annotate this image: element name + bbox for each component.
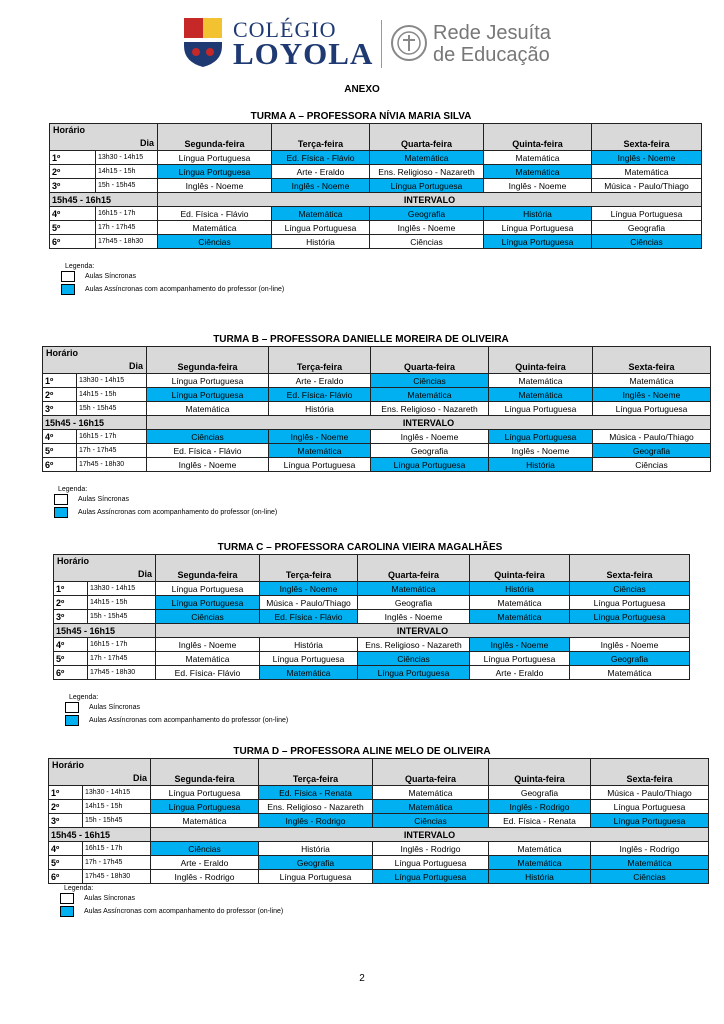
period-number: 5º xyxy=(50,221,96,235)
sync-class-cell: Arte - Eraldo xyxy=(151,856,259,870)
legend-sync-row xyxy=(53,701,667,714)
dia-label: Dia xyxy=(139,138,154,148)
sync-class-cell: Arte - Eraldo xyxy=(269,374,371,388)
sync-class-cell: Arte - Eraldo xyxy=(470,666,570,680)
schedule-row xyxy=(50,151,702,165)
period-number: 3º xyxy=(50,179,96,193)
sync-class-cell: Língua Portuguesa xyxy=(373,856,489,870)
period-time: 13h30 - 14h15 xyxy=(77,374,147,388)
sync-class-cell: Língua Portuguesa xyxy=(593,402,711,416)
day-header: Quarta-feira xyxy=(373,759,489,786)
schedule-row xyxy=(50,179,702,193)
sync-class-cell: Língua Portuguesa xyxy=(259,870,373,884)
sync-class-cell: Matemática xyxy=(593,374,711,388)
schedule-row xyxy=(50,221,702,235)
horario-label: Horário xyxy=(46,348,79,358)
async-class-cell: Língua Portuguesa xyxy=(370,179,484,193)
day-header: Segunda-feira xyxy=(151,759,259,786)
schedule-row xyxy=(43,402,711,416)
legend-sync-swatch xyxy=(65,702,79,713)
day-header: Segunda-feira xyxy=(158,124,272,151)
period-time: 14h15 - 15h xyxy=(96,165,158,179)
async-class-cell: Matemática xyxy=(260,666,358,680)
period-number: 1º xyxy=(50,151,96,165)
legend-sync-text: Aulas Síncronas xyxy=(85,273,136,280)
sync-class-cell: Arte - Eraldo xyxy=(272,165,370,179)
period-time: 15h - 15h45 xyxy=(88,610,156,624)
sync-class-cell: Geografia xyxy=(371,444,489,458)
schedule-row xyxy=(54,638,690,652)
turma-block xyxy=(42,334,694,519)
sync-class-cell: Ed. Física - Flávio xyxy=(158,207,272,221)
period-time: 15h - 15h45 xyxy=(96,179,158,193)
sync-class-cell: Língua Portuguesa xyxy=(158,151,272,165)
sync-class-cell: Ens. Religioso - Nazareth xyxy=(370,165,484,179)
async-class-cell: História xyxy=(489,870,591,884)
sync-class-cell: Língua Portuguesa xyxy=(260,652,358,666)
async-class-cell: Ciências xyxy=(373,814,489,828)
async-class-cell: Inglês - Noeme xyxy=(269,430,371,444)
sync-class-cell: Música - Paulo/Thiago xyxy=(593,430,711,444)
schedule-row xyxy=(43,430,711,444)
sync-class-cell: Língua Portuguesa xyxy=(147,374,269,388)
horario-label: Horário xyxy=(53,125,86,135)
async-class-cell: Inglês - Noeme xyxy=(592,151,702,165)
turma-block xyxy=(48,746,692,918)
async-class-cell: Ciências xyxy=(158,235,272,249)
period-time: 13h30 - 14h15 xyxy=(88,582,156,596)
async-class-cell: Língua Portuguesa xyxy=(484,235,592,249)
legend-sync-row xyxy=(42,493,680,506)
day-header: Sexta-feira xyxy=(591,759,709,786)
header-row xyxy=(43,347,711,374)
rede-jesuita-seal-icon xyxy=(389,23,429,63)
async-class-cell: Língua Portuguesa xyxy=(156,596,260,610)
schedule-row xyxy=(54,610,690,624)
period-number: 1º xyxy=(49,786,83,800)
async-class-cell: Inglês - Rodrigo xyxy=(489,800,591,814)
break-time: 15h45 - 16h15 xyxy=(49,828,151,842)
sync-class-cell: Língua Portuguesa xyxy=(591,800,709,814)
period-number: 2º xyxy=(54,596,88,610)
legend-async-text: Aulas Assíncronas com acompanhamento do professor (on-line) xyxy=(85,286,285,293)
period-time: 15h - 15h45 xyxy=(77,402,147,416)
period-time: 17h - 17h45 xyxy=(77,444,147,458)
sync-class-cell: Inglês - Noeme xyxy=(484,179,592,193)
sync-class-cell: Inglês - Rodrigo xyxy=(373,842,489,856)
break-time: 15h45 - 16h15 xyxy=(54,624,156,638)
page-header xyxy=(0,0,724,80)
schedule-row xyxy=(43,388,711,402)
period-number: 5º xyxy=(54,652,88,666)
schedule-row xyxy=(43,374,711,388)
period-number: 6º xyxy=(54,666,88,680)
async-class-cell: Matemática xyxy=(591,856,709,870)
legend-title: Legenda: xyxy=(65,263,95,270)
horario-label: Horário xyxy=(52,760,85,770)
sync-class-cell: Ed. Física- Flávio xyxy=(156,666,260,680)
period-time: 17h - 17h45 xyxy=(83,856,151,870)
period-number: 3º xyxy=(43,402,77,416)
async-class-cell: Geografia xyxy=(570,652,690,666)
sync-class-cell: Língua Portuguesa xyxy=(269,458,371,472)
legend-async-text: Aulas Assíncronas com acompanhamento do professor (on-line) xyxy=(89,717,289,724)
sync-class-cell: Matemática xyxy=(592,165,702,179)
interval-row xyxy=(49,828,709,842)
sync-class-cell: Inglês - Noeme xyxy=(156,638,260,652)
period-number: 6º xyxy=(49,870,83,884)
schedule-row xyxy=(49,856,709,870)
dia-label: Dia xyxy=(128,361,143,371)
sync-class-cell: Geografia xyxy=(592,221,702,235)
sync-class-cell: Matemática xyxy=(489,842,591,856)
day-header: Quarta-feira xyxy=(370,124,484,151)
day-header: Quinta-feira xyxy=(470,555,570,582)
async-class-cell: Língua Portuguesa xyxy=(158,165,272,179)
sync-class-cell: Inglês - Noeme xyxy=(570,638,690,652)
sync-class-cell: Música - Paulo/Thiago xyxy=(592,179,702,193)
sync-class-cell: Inglês - Noeme xyxy=(358,610,470,624)
async-class-cell: Ciências xyxy=(592,235,702,249)
interval-label: INTERVALO xyxy=(151,828,709,842)
legend xyxy=(48,885,676,918)
period-time: 16h15 - 17h xyxy=(83,842,151,856)
sync-class-cell: Matemática xyxy=(489,374,593,388)
turma-title: TURMA A – PROFESSORA NÍVIA MARIA SILVA xyxy=(250,111,472,122)
period-time: 13h30 - 14h15 xyxy=(96,151,158,165)
async-class-cell: Língua Portuguesa xyxy=(489,430,593,444)
period-number: 4º xyxy=(54,638,88,652)
async-class-cell: Inglês - Noeme xyxy=(260,582,358,596)
sync-class-cell: Matemática xyxy=(570,666,690,680)
period-number: 4º xyxy=(49,842,83,856)
period-number: 3º xyxy=(54,610,88,624)
period-number: 1º xyxy=(54,582,88,596)
horario-dia-header xyxy=(49,759,151,786)
legend-async-text: Aulas Assíncronas com acompanhamento do professor (on-line) xyxy=(84,908,284,915)
period-time: 14h15 - 15h xyxy=(88,596,156,610)
legend-async-swatch xyxy=(54,507,68,518)
dia-label: Dia xyxy=(132,773,147,783)
period-time: 17h45 - 18h30 xyxy=(83,870,151,884)
day-header: Sexta-feira xyxy=(570,555,690,582)
horario-label: Horário xyxy=(57,556,90,566)
schedule-row xyxy=(43,444,711,458)
legend-async-swatch xyxy=(60,906,74,917)
period-time: 14h15 - 15h xyxy=(77,388,147,402)
day-header: Quinta-feira xyxy=(489,347,593,374)
schedule-row xyxy=(54,582,690,596)
schedule-row xyxy=(50,207,702,221)
async-class-cell: Ed. Física - Flávio xyxy=(272,151,370,165)
sync-class-cell: Inglês - Noeme xyxy=(370,221,484,235)
legend-async-row xyxy=(48,905,676,918)
async-class-cell: Matemática xyxy=(484,165,592,179)
turma-title: TURMA B – PROFESSORA DANIELLE MOREIRA DE OLIVEIRA xyxy=(213,334,509,345)
legend-sync-row xyxy=(49,270,673,283)
sync-class-cell: Língua Portuguesa xyxy=(570,596,690,610)
day-header: Quinta-feira xyxy=(489,759,591,786)
schedule-row xyxy=(54,666,690,680)
legend xyxy=(49,263,673,296)
period-time: 17h45 - 18h30 xyxy=(96,235,158,249)
async-class-cell: Língua Portuguesa xyxy=(371,458,489,472)
sync-class-cell: Inglês - Rodrigo xyxy=(591,842,709,856)
async-class-cell: Língua Portuguesa xyxy=(570,610,690,624)
legend-title: Legenda: xyxy=(64,885,94,892)
async-class-cell: Matemática xyxy=(489,856,591,870)
schedule-row xyxy=(49,800,709,814)
schedule-row xyxy=(50,165,702,179)
period-number: 2º xyxy=(43,388,77,402)
dia-label: Dia xyxy=(137,569,152,579)
legend-sync-swatch xyxy=(54,494,68,505)
sync-class-cell: Inglês - Noeme xyxy=(147,458,269,472)
async-class-cell: Ciências xyxy=(156,610,260,624)
schedule-row xyxy=(54,596,690,610)
legend-sync-row xyxy=(48,892,676,905)
legend-async-row xyxy=(42,506,680,519)
legend-async-row xyxy=(53,714,667,727)
async-class-cell: Língua Portuguesa xyxy=(373,870,489,884)
sync-class-cell: Ens. Religioso - Nazareth xyxy=(358,638,470,652)
async-class-cell: Matemática xyxy=(358,582,470,596)
colegio-shield-logo xyxy=(182,16,224,68)
sync-class-cell: Língua Portuguesa xyxy=(470,652,570,666)
day-header: Terça-feira xyxy=(269,347,371,374)
page-number: 2 xyxy=(359,973,365,984)
network-name-line2: de Educação xyxy=(433,44,550,66)
brand-top: COLÉGIO xyxy=(233,17,337,42)
day-header: Quinta-feira xyxy=(484,124,592,151)
async-class-cell: História xyxy=(489,458,593,472)
schedule-row xyxy=(50,235,702,249)
period-number: 6º xyxy=(43,458,77,472)
schedule-row xyxy=(49,842,709,856)
schedule-row xyxy=(49,870,709,884)
legend-async-row xyxy=(49,283,673,296)
sync-class-cell: Geografia xyxy=(358,596,470,610)
sync-class-cell: Ciências xyxy=(593,458,711,472)
period-time: 17h45 - 18h30 xyxy=(77,458,147,472)
sync-class-cell: Inglês - Noeme xyxy=(158,179,272,193)
day-header: Terça-feira xyxy=(260,555,358,582)
legend-async-swatch xyxy=(61,284,75,295)
async-class-cell: Geografia xyxy=(259,856,373,870)
async-class-cell: Ciências xyxy=(371,374,489,388)
async-class-cell: Ciências xyxy=(358,652,470,666)
period-time: 13h30 - 14h15 xyxy=(83,786,151,800)
interval-label: INTERVALO xyxy=(156,624,690,638)
period-number: 4º xyxy=(43,430,77,444)
interval-label: INTERVALO xyxy=(147,416,711,430)
sync-class-cell: Geografia xyxy=(489,786,591,800)
sync-class-cell: História xyxy=(260,638,358,652)
header-row xyxy=(50,124,702,151)
day-header: Quarta-feira xyxy=(358,555,470,582)
async-class-cell: Matemática xyxy=(269,444,371,458)
async-class-cell: Inglês - Rodrigo xyxy=(259,814,373,828)
sync-class-cell: Ciências xyxy=(370,235,484,249)
day-header: Sexta-feira xyxy=(592,124,702,151)
async-class-cell: Matemática xyxy=(371,388,489,402)
brand-bottom: LOYOLA xyxy=(233,36,374,71)
async-class-cell: Ciências xyxy=(570,582,690,596)
day-header: Quarta-feira xyxy=(371,347,489,374)
horario-dia-header xyxy=(50,124,158,151)
day-header: Terça-feira xyxy=(272,124,370,151)
async-class-cell: Língua Portuguesa xyxy=(591,814,709,828)
async-class-cell: Matemática xyxy=(470,610,570,624)
annex-title: ANEXO xyxy=(344,84,380,95)
sync-class-cell: Ens. Religioso - Nazareth xyxy=(371,402,489,416)
async-class-cell: Ed. Física - Renata xyxy=(259,786,373,800)
schedule-row xyxy=(43,458,711,472)
sync-class-cell: Música - Paulo/Thiago xyxy=(260,596,358,610)
sync-class-cell: Matemática xyxy=(147,402,269,416)
sync-class-cell: Ens. Religioso - Nazareth xyxy=(259,800,373,814)
sync-class-cell: Inglês - Noeme xyxy=(371,430,489,444)
sync-class-cell: História xyxy=(269,402,371,416)
sync-class-cell: Matemática xyxy=(484,151,592,165)
header-row xyxy=(49,759,709,786)
async-class-cell: Inglês - Noeme xyxy=(272,179,370,193)
sync-class-cell: Língua Portuguesa xyxy=(592,207,702,221)
network-name-line1: Rede Jesuíta xyxy=(433,22,551,44)
period-time: 15h - 15h45 xyxy=(83,814,151,828)
sync-class-cell: Ed. Física - Renata xyxy=(489,814,591,828)
period-time: 16h15 - 17h xyxy=(88,638,156,652)
async-class-cell: Língua Portuguesa xyxy=(151,800,259,814)
sync-class-cell: Inglês - Noeme xyxy=(489,444,593,458)
schedule-table xyxy=(49,123,702,249)
sync-class-cell: Inglês - Rodrigo xyxy=(151,870,259,884)
async-class-cell: Língua Portuguesa xyxy=(358,666,470,680)
legend-sync-swatch xyxy=(61,271,75,282)
period-number: 5º xyxy=(49,856,83,870)
async-class-cell: Matemática xyxy=(370,151,484,165)
sync-class-cell: Língua Portuguesa xyxy=(151,786,259,800)
async-class-cell: Geografia xyxy=(593,444,711,458)
async-class-cell: Geografia xyxy=(370,207,484,221)
period-number: 4º xyxy=(50,207,96,221)
legend-title: Legenda: xyxy=(58,486,88,493)
sync-class-cell: Matemática xyxy=(151,814,259,828)
async-class-cell: Ciências xyxy=(591,870,709,884)
day-header: Segunda-feira xyxy=(156,555,260,582)
schedule-table xyxy=(42,346,711,472)
legend-sync-text: Aulas Síncronas xyxy=(84,895,135,902)
period-number: 3º xyxy=(49,814,83,828)
period-time: 16h15 - 17h xyxy=(96,207,158,221)
async-class-cell: História xyxy=(470,582,570,596)
async-class-cell: Matemática xyxy=(272,207,370,221)
sync-class-cell: Língua Portuguesa xyxy=(272,221,370,235)
sync-class-cell: História xyxy=(272,235,370,249)
async-class-cell: Inglês - Noeme xyxy=(470,638,570,652)
async-class-cell: Língua Portuguesa xyxy=(147,388,269,402)
sync-class-cell: Matemática xyxy=(156,652,260,666)
sync-class-cell: Língua Portuguesa xyxy=(156,582,260,596)
legend-async-swatch xyxy=(65,715,79,726)
legend-async-text: Aulas Assíncronas com acompanhamento do professor (on-line) xyxy=(78,509,278,516)
schedule-table xyxy=(48,758,709,884)
sync-class-cell: Música - Paulo/Thiago xyxy=(591,786,709,800)
period-number: 2º xyxy=(50,165,96,179)
turma-block xyxy=(53,542,667,727)
period-number: 1º xyxy=(43,374,77,388)
day-header: Sexta-feira xyxy=(593,347,711,374)
sync-class-cell: Língua Portuguesa xyxy=(484,221,592,235)
period-time: 17h45 - 18h30 xyxy=(88,666,156,680)
horario-dia-header xyxy=(54,555,156,582)
sync-class-cell: Matemática xyxy=(158,221,272,235)
async-class-cell: Matemática xyxy=(489,388,593,402)
async-class-cell: Ed. Física - Flávio xyxy=(260,610,358,624)
schedule-row xyxy=(54,652,690,666)
async-class-cell: Matemática xyxy=(373,800,489,814)
legend-title: Legenda: xyxy=(69,694,99,701)
break-time: 15h45 - 16h15 xyxy=(43,416,147,430)
period-time: 17h - 17h45 xyxy=(96,221,158,235)
sync-class-cell: Matemática xyxy=(470,596,570,610)
legend-sync-text: Aulas Síncronas xyxy=(89,704,140,711)
period-time: 17h - 17h45 xyxy=(88,652,156,666)
legend-sync-swatch xyxy=(60,893,74,904)
sync-class-cell: Matemática xyxy=(373,786,489,800)
period-time: 14h15 - 15h xyxy=(83,800,151,814)
turma-block xyxy=(49,111,689,296)
sync-class-cell: Língua Portuguesa xyxy=(489,402,593,416)
legend xyxy=(42,486,680,519)
header-row xyxy=(54,555,690,582)
turma-title: TURMA D – PROFESSORA ALINE MELO DE OLIVEIRA xyxy=(233,746,491,757)
async-class-cell: Inglês - Noeme xyxy=(593,388,711,402)
day-header: Segunda-feira xyxy=(147,347,269,374)
async-class-cell: História xyxy=(484,207,592,221)
async-class-cell: Ciências xyxy=(151,842,259,856)
schedule-table xyxy=(53,554,690,680)
interval-row xyxy=(54,624,690,638)
period-number: 5º xyxy=(43,444,77,458)
period-time: 16h15 - 17h xyxy=(77,430,147,444)
period-number: 2º xyxy=(49,800,83,814)
horario-dia-header xyxy=(43,347,147,374)
turma-title: TURMA C – PROFESSORA CAROLINA VIEIRA MAGALHÃES xyxy=(217,542,503,553)
schedule-row xyxy=(49,814,709,828)
async-class-cell: Ed. Física- Flávio xyxy=(269,388,371,402)
break-time: 15h45 - 16h15 xyxy=(50,193,158,207)
legend-sync-text: Aulas Síncronas xyxy=(78,496,129,503)
schedule-row xyxy=(49,786,709,800)
sync-class-cell: Ed. Física - Flávio xyxy=(147,444,269,458)
header-divider xyxy=(381,20,382,68)
legend xyxy=(53,694,667,727)
day-header: Terça-feira xyxy=(259,759,373,786)
period-number: 6º xyxy=(50,235,96,249)
interval-row xyxy=(50,193,702,207)
interval-label: INTERVALO xyxy=(158,193,702,207)
async-class-cell: Ciências xyxy=(147,430,269,444)
interval-row xyxy=(43,416,711,430)
sync-class-cell: História xyxy=(259,842,373,856)
